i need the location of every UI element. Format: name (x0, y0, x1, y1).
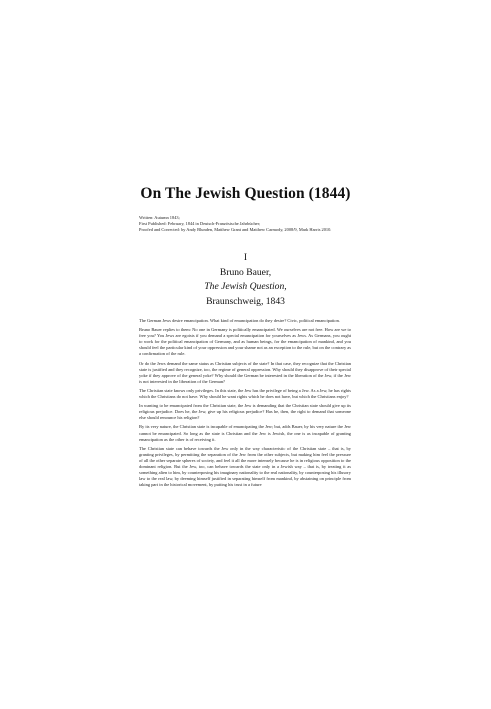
paragraph: The Christian state knows only privileges. In this state, the Jew has the privilege of being a Jew. As a Jew, he has rights which the Christians do not have. Why should he want rights which he does not have, but which the Christians enjoy? (139, 387, 351, 400)
paragraph: The German Jews desire emancipation. What kind of emancipation do they desire? Civic, political emancipation. (139, 318, 340, 323)
paragraph: By its very nature, the Christian state is incapable of emancipating the Jew; but, adds Bauer, by his very nature the Jew cannot be emancipated. So long as the state is Christian and the Jew is Jewish, the one is as incapable of granting emancipation as the other is of receiving it. (139, 424, 351, 442)
paragraph: In wanting to be emancipated from the Christian state, the Jew is demanding that the Christian state should give up its religious prejudice. Does he, the Jew, give up his religious prejudice? Has he, then, the right to demand that someone else should renounce his religion? (139, 403, 351, 421)
published-line: First Published: February, 1844 in Deutsch-Französische Jahrbücher; (139, 221, 261, 226)
section-place-date: Braunschweig, 1843 (206, 296, 285, 307)
paragraph: Bruno Bauer replies to them: No one in Germany is politically emancipated. We ourselves are not free. How are we to free you? You Jews are egoists if you demand a special emancipation for yourselves as Jews. As Germans, you ought to work for the political emancipation of Germany, and as human beings, for the emancipation of mankind, and you should feel the particular kind of your oppression and your shame not as an exception to the rule, but on the contrary as a confirmation of the rule. (139, 327, 351, 357)
written-line: Written: Autumn 1843; (139, 215, 180, 220)
paragraph: The Christian state can behave towards the Jew only in the way characteristic of the Christian state – that is, by granting privileges, by permitting the separation of the Jew from the other subjects, but making him feel the pressure of all the other separate spheres of society, and feel it all the more intensely because he is in religious opposition to the dominant religion. But the Jew, too, can behave towards the state only in a Jewish way – that is, by treating it as something alien to him, by counterposing his imaginary nationality to the real nationality, by counterposing his illusory law to the real law, by deeming himself justified in separating himself from mankind, by abstaining on principle from taking part in the historical movement, by putting his trust in a future (139, 445, 351, 488)
paragraph: Or do the Jews demand the same status as Christian subjects of the state? In that case, they recognize that the Christian state is justified and they recognize, too, the regime of general oppression. Why should they disapprove of their special yoke if they approve of the general yoke? Why should the German be interested in the liberation of the Jew, if the Jew is not interested in the liberation of the German? (139, 360, 351, 384)
proofed-line: Proofed and Corrected: by Andy Blunden, Matthew Grant and Matthew Carmody, 2008/9, Mark Harris 2010. (139, 227, 332, 232)
publication-info (139, 215, 351, 233)
section-work-title: The Jewish Question, (204, 281, 287, 292)
section-number: I (243, 252, 248, 263)
page-title: On The Jewish Question (1844) (140, 185, 351, 202)
section-author: Bruno Bauer, (219, 267, 272, 278)
body-text (139, 318, 351, 491)
